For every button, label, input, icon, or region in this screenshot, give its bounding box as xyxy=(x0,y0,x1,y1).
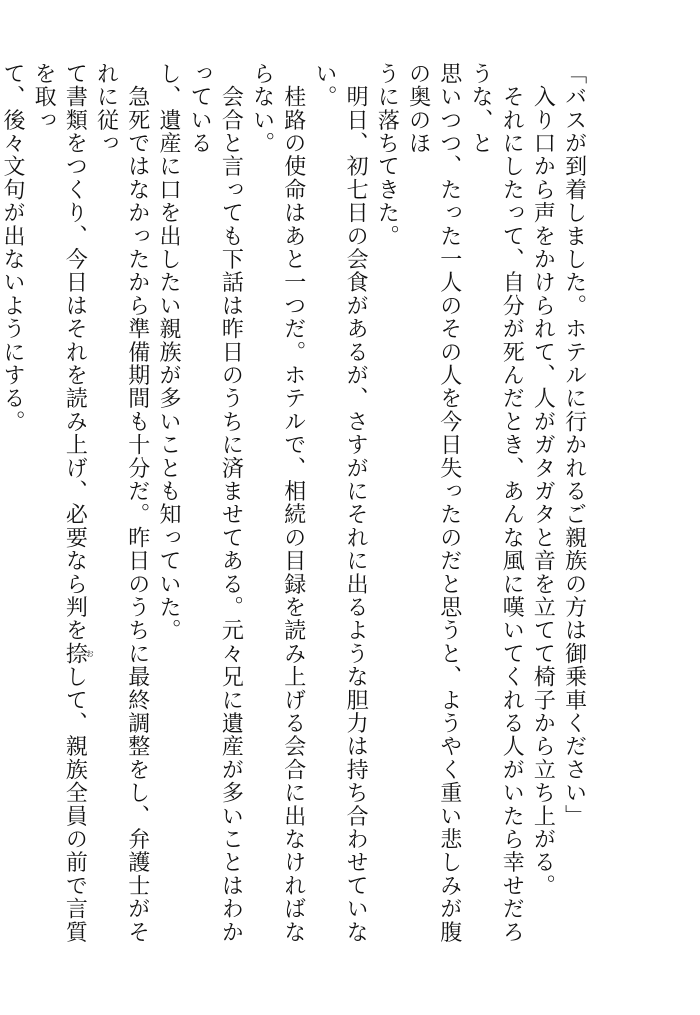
ruby-base: 捺 xyxy=(62,642,88,666)
paragraph-inheritance-part-1: 明日、初七日の会食があるが、さすがにそれに出るような胆力は持ち合わせていない。 桂路の使命はあと一つだ。ホテルで、相続の目録を読み上げる会合に出なければならない。 会合と言っても下話は昨日のうちに済ませてある。元々兄に遺産が多いことはわかっている し、遺産に口を出したい親族が多いことも知っていた。 急死ではなかったから準備期間も十分だ。昨日のうちに最終調整をし、弁護士がそれに従っ て書類をつくり、今日はそれを読み上げ、必要なら判を xyxy=(62,62,369,944)
ruby-reading: お xyxy=(85,642,95,666)
paragraph-inheritance xyxy=(0,62,371,957)
vertical-text-body xyxy=(0,62,652,957)
paragraph-inheritance-part-2: して、親族全員の前で言質を取っ て、後々文句が出ないようにする。 xyxy=(0,62,88,944)
ruby-annotation xyxy=(62,642,95,666)
paragraph-bus-arrival: 「バスが到着しました。ホテルに行かれるご親族の方は御乗車ください」 入り口から声をかけられて、人がガタガタと音を立てて椅子から立ち上がる。 それにしたって、自分が死んだとき、あんな風に嘆いてくれる人がいたら幸せだろうな、と 思いつつ、たった一人のその人を今日失ったのだと思うと、ようやく重い悲しみが腹の奥のほ うに落ちてきた。 xyxy=(374,62,587,944)
